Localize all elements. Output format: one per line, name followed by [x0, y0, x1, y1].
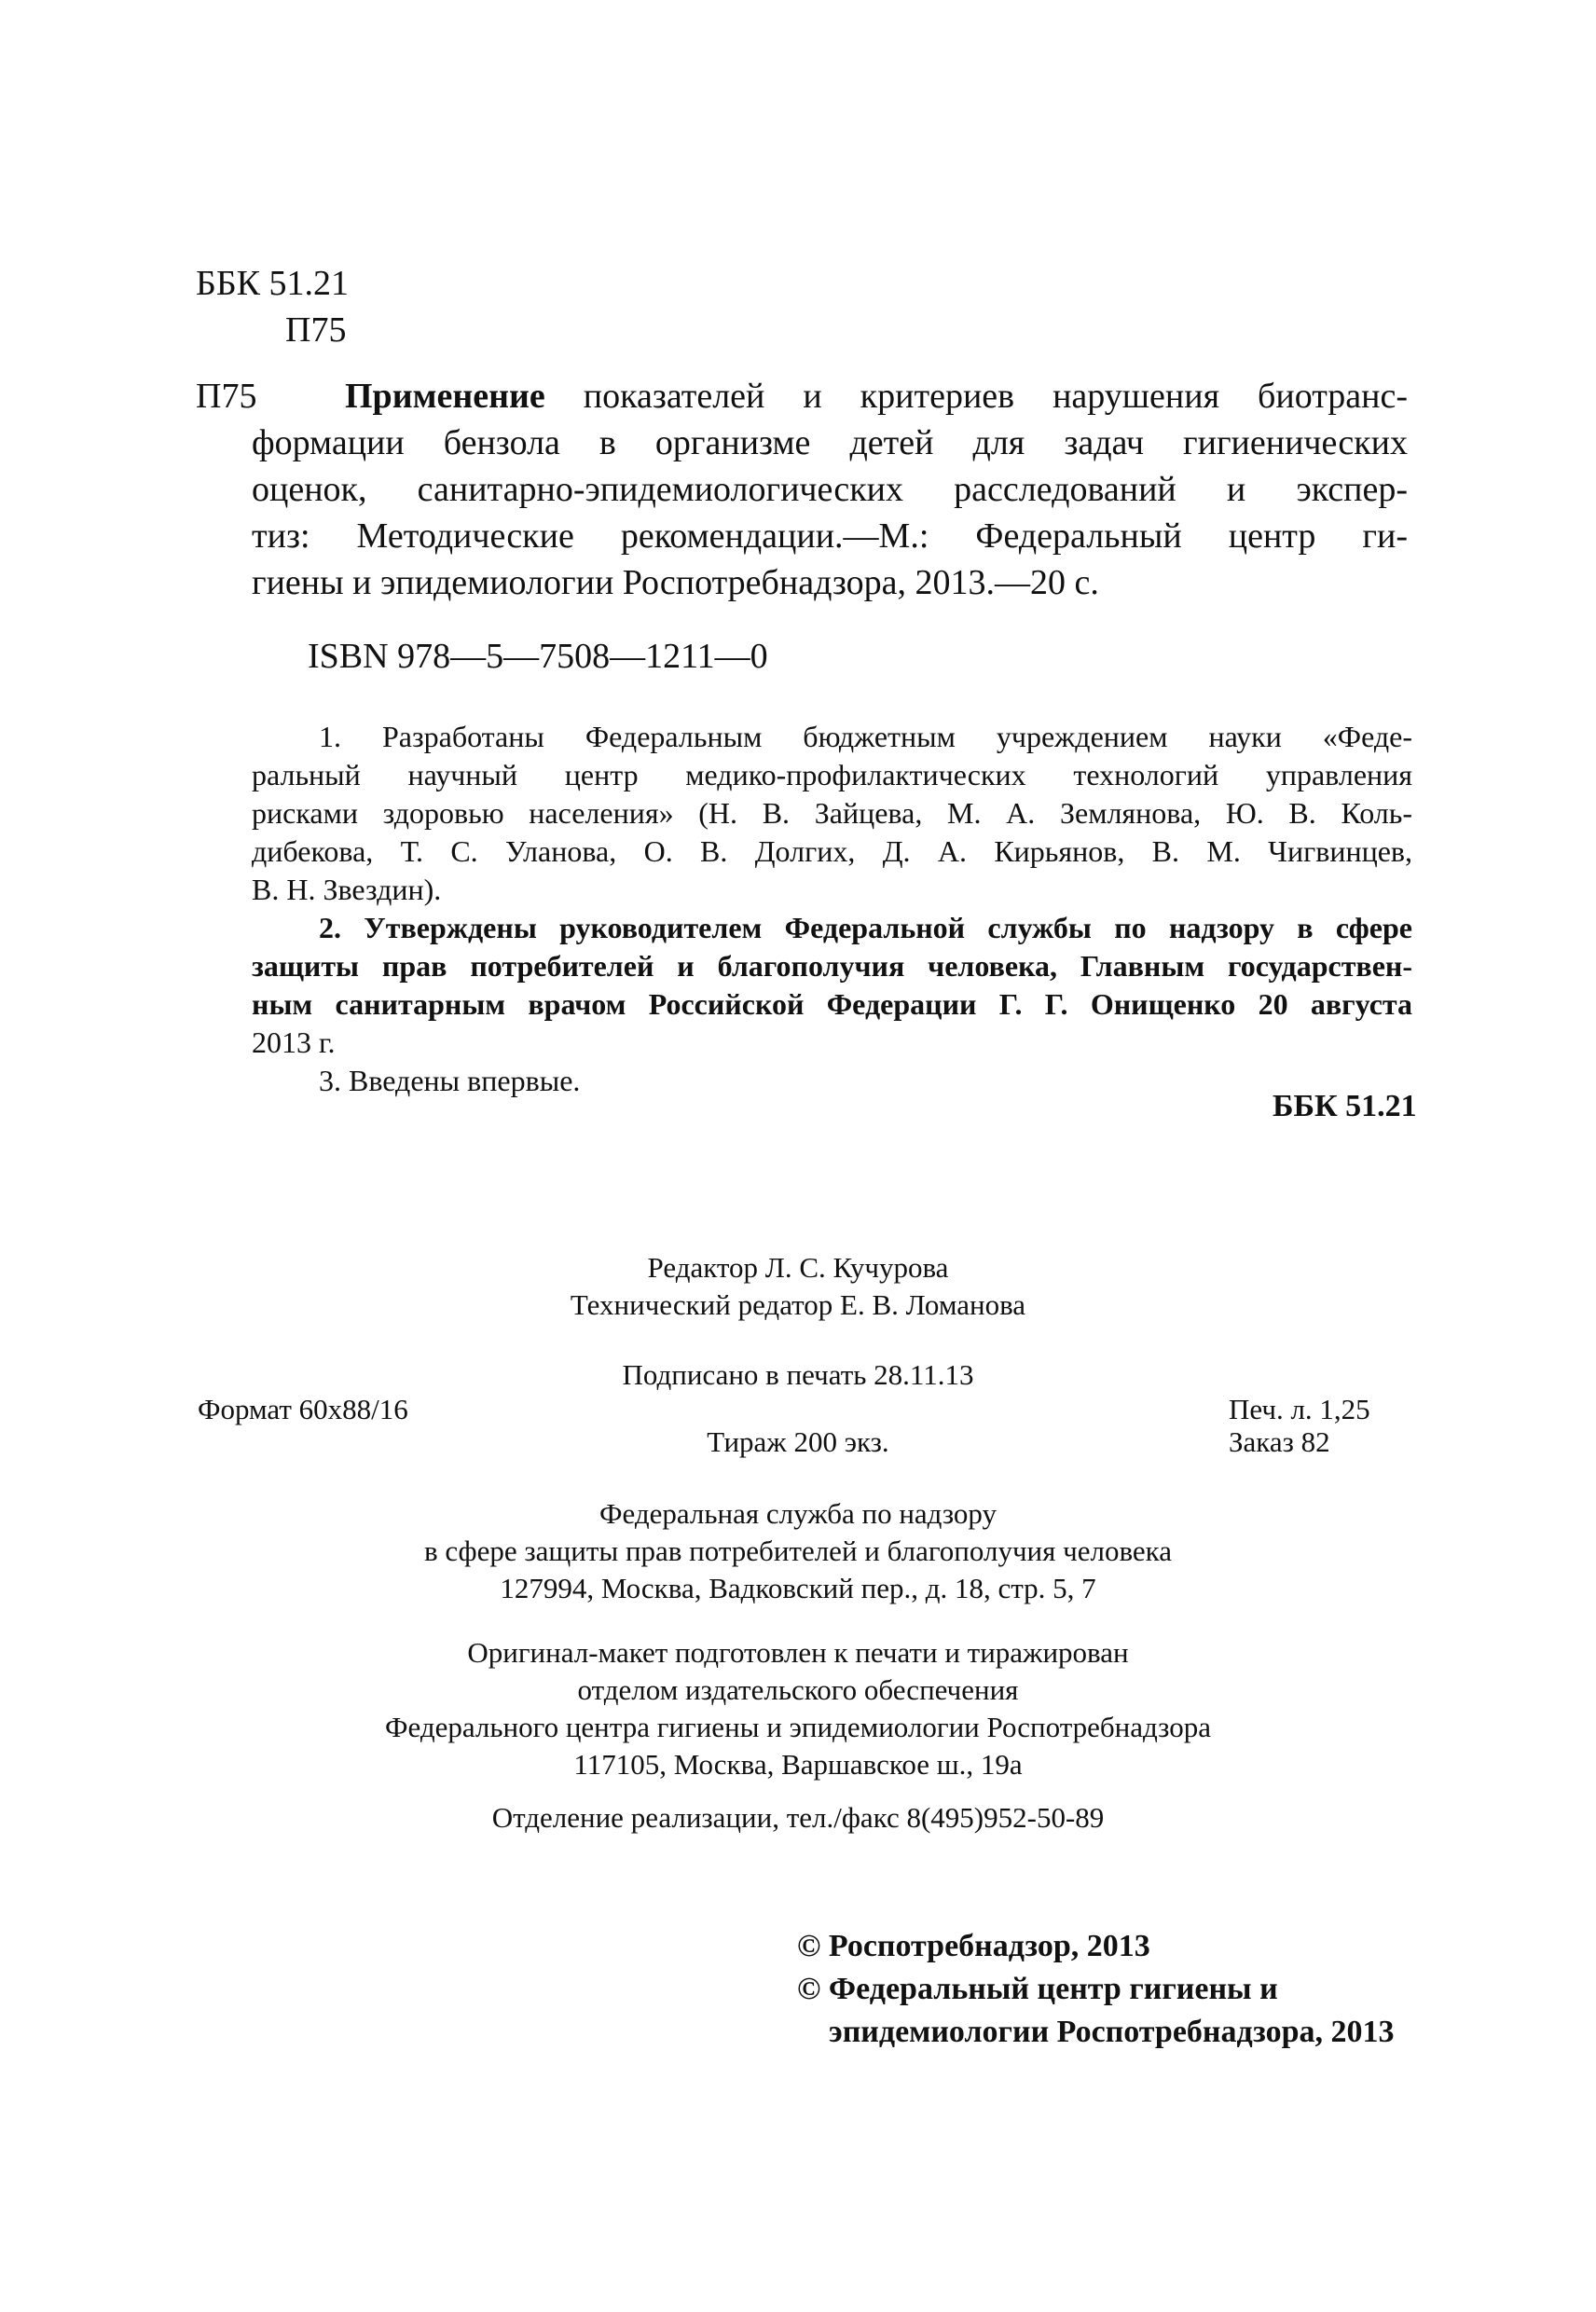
copyright-block [797, 1925, 1395, 2054]
note-1-line-4: дибекова, Т. С. Уланова, О. В. Долгих, Д. А. Кирьянов, В. М. Чигвинцев, [252, 834, 1412, 868]
editors-block [332, 1249, 1264, 1324]
layout-info-block [332, 1634, 1264, 1783]
entry-author-mark: П75 [196, 377, 257, 416]
print-sheets: Печ. л. 1,25 [1229, 1393, 1370, 1425]
entry-line-4: тиз: Методические рекомендации.—М.: Федеральный центр ги- [252, 516, 1408, 556]
layout-info-line-2: отделом издательского обеспечения [577, 1673, 1019, 1706]
note-3-line-1: 3. Введены впервые. [319, 1064, 581, 1097]
layout-info-line-4: 117105, Москва, Варшавское ш., 19а [573, 1748, 1023, 1781]
circulation: Тираж 200 экз. [707, 1425, 889, 1458]
author-mark-top: П75 [285, 310, 347, 350]
entry-line-3: оценок, санитарно-эпидемиологических расследований и экспер- [252, 470, 1408, 509]
copyright-line-2: © Федеральный центр гигиены и [797, 1972, 1278, 2006]
bibliographic-entry [196, 373, 1408, 606]
note-1-line-5: В. Н. Звездин). [252, 873, 442, 906]
note-2-line-2: защиты прав потребителей и благополучия человека, Главным государствен- [252, 949, 1412, 983]
publisher-line-2: в сфере защиты прав потребителей и благополучия человека [423, 1534, 1173, 1567]
signed-for-print: Подписано в печать 28.11.13 [622, 1358, 974, 1391]
note-1-line-3: рисками здоровью населения» (Н. В. Зайцева, М. А. Землянова, Ю. В. Коль- [252, 796, 1412, 830]
layout-info-line-3: Федерального центра гигиены и эпидемиологии Роспотребнадзора [385, 1711, 1211, 1743]
copyright-line-1: © Роспотребнадзор, 2013 [797, 1929, 1150, 1963]
entry-line-1-text: показателей и критериев нарушения биотранс- [544, 377, 1408, 416]
layout-info-line-1: Оригинал-макет подготовлен к печати и тиражирован [467, 1636, 1129, 1669]
note-2-line-1: 2. Утверждены руководителем Федеральной службы по надзору в сфере [319, 911, 1412, 944]
sales-department: Отделение реализации, тел./факс 8(495)952-50-89 [491, 1801, 1105, 1834]
note-1-line-1: 1. Разработаны Федеральным бюджетным учреждением науки «Феде- [319, 720, 1412, 753]
entry-line-2: формации бензола в организме детей для задач гигиенических [252, 423, 1408, 462]
format: Формат 60х88/16 [198, 1393, 408, 1425]
bbk-index-bottom: ББК 51.21 [1273, 1089, 1417, 1123]
entry-line-5: гиены и эпидемиологии Роспотребнадзора, 2013.—20 с. [252, 563, 1099, 602]
entry-first-line-text [345, 373, 1408, 420]
copyright-line-3: эпидемиологии Роспотребнадзора, 2013 [829, 2015, 1395, 2049]
entry-line-1 [196, 373, 1408, 420]
note-2-line-4: 2013 г. [252, 1025, 336, 1059]
publisher-line-3: 127994, Москва, Вадковский пер., д. 18, стр. 5, 7 [500, 1572, 1096, 1604]
technical-editor: Технический редатор Е. В. Ломанова [570, 1288, 1026, 1321]
publisher-line-1: Федеральная служба по надзору [599, 1497, 997, 1530]
notes-block [252, 718, 1412, 1100]
note-1-line-2: ральный научный центр медико-профилактических технологий управления [252, 758, 1412, 791]
note-2-line-3: ным санитарным врачом Российской Федерации Г. Г. Онищенко 20 августа [252, 987, 1412, 1021]
entry-title-word: Применение [345, 377, 545, 416]
isbn: ISBN 978—5—7508—1211—0 [308, 637, 768, 676]
editor: Редактор Л. С. Кучурова [647, 1251, 949, 1284]
bbk-index-top: ББК 51.21 [196, 264, 349, 303]
publisher-block [332, 1495, 1264, 1607]
order-number: Заказ 82 [1229, 1425, 1330, 1458]
